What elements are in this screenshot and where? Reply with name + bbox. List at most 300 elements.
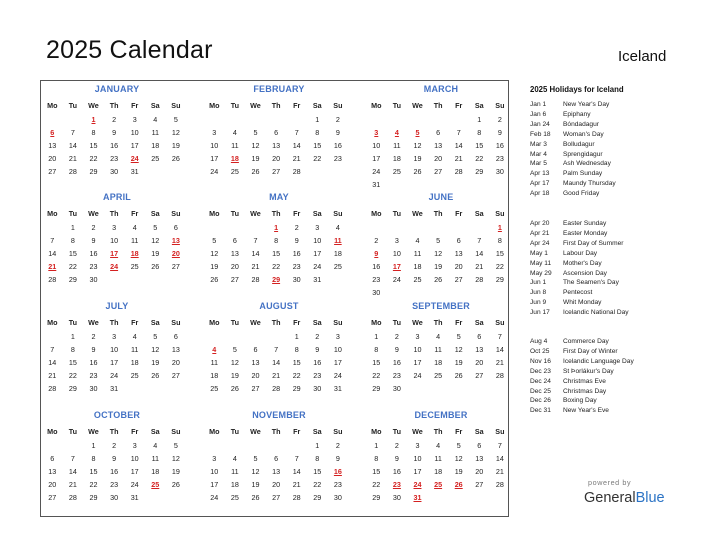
week-row xyxy=(42,247,192,260)
month-title: NOVEMBER xyxy=(252,410,306,420)
holiday-item xyxy=(530,150,700,160)
holiday-date: Dec 31 xyxy=(530,407,551,415)
date-cell: 23 xyxy=(333,154,342,163)
date-cell: 30 xyxy=(292,275,301,284)
holiday-name: Bóndadagur xyxy=(563,120,599,128)
date-cell: 8 xyxy=(274,236,279,245)
holiday-date-cell: 25 xyxy=(434,480,443,489)
powered-by-label: powered by xyxy=(588,478,632,487)
weekday-label: Su xyxy=(333,318,343,327)
date-cell: 22 xyxy=(495,262,504,271)
holiday-date: Jun 1 xyxy=(530,279,547,287)
week-row xyxy=(366,139,516,152)
week-row xyxy=(204,478,354,491)
date-cell: 26 xyxy=(210,275,219,284)
weekday-label: Th xyxy=(433,318,443,327)
date-cell: 25 xyxy=(151,154,160,163)
weekday-label: Su xyxy=(171,101,181,110)
weekday-label: Tu xyxy=(230,318,240,327)
date-cell: 25 xyxy=(130,371,139,380)
date-cell: 22 xyxy=(89,154,98,163)
date-cell: 17 xyxy=(313,249,322,258)
date-cell: 15 xyxy=(313,141,322,150)
date-cell: 15 xyxy=(89,141,98,150)
date-cell: 12 xyxy=(210,249,219,258)
week-row xyxy=(42,152,192,165)
date-cell: 9 xyxy=(112,454,117,463)
holiday-name: Bolludagur xyxy=(563,140,595,148)
brand-name-part2: Blue xyxy=(635,490,665,506)
date-cell: 4 xyxy=(132,332,137,341)
holiday-date: May 29 xyxy=(530,269,552,277)
date-cell: 5 xyxy=(173,441,178,450)
date-cell: 13 xyxy=(251,358,260,367)
date-cell: 19 xyxy=(210,262,219,271)
holiday-name: Mother's Day xyxy=(563,259,602,267)
weekday-label: We xyxy=(412,318,423,327)
date-cell: 4 xyxy=(232,454,237,463)
date-cell: 23 xyxy=(89,371,98,380)
date-cell: 10 xyxy=(210,467,219,476)
holiday-item xyxy=(530,219,700,229)
weekday-label: Sa xyxy=(150,101,160,110)
weekday-header xyxy=(42,99,192,112)
date-cell: 31 xyxy=(130,167,139,176)
date-cell: 27 xyxy=(171,262,180,271)
holiday-date: May 11 xyxy=(530,259,552,267)
date-cell: 16 xyxy=(313,358,322,367)
date-cell: 26 xyxy=(251,493,260,502)
weekday-label: Tu xyxy=(392,318,402,327)
date-cell: 23 xyxy=(372,275,381,284)
week-row xyxy=(204,382,354,395)
date-cell: 21 xyxy=(292,480,301,489)
date-cell: 11 xyxy=(231,141,239,150)
date-cell: 27 xyxy=(251,384,260,393)
holiday-date: Dec 23 xyxy=(530,367,551,375)
date-cell: 21 xyxy=(454,154,463,163)
date-cell: 26 xyxy=(171,480,180,489)
date-cell: 28 xyxy=(48,275,57,284)
holiday-date: Mar 4 xyxy=(530,150,547,158)
date-cell: 25 xyxy=(230,167,239,176)
holiday-name: Icelandic National Day xyxy=(563,309,629,317)
date-cell: 21 xyxy=(292,154,301,163)
holiday-date-cell: 25 xyxy=(151,480,160,489)
date-cell: 19 xyxy=(230,371,239,380)
brand-name xyxy=(584,490,665,506)
weekday-label: Tu xyxy=(392,101,402,110)
date-cell: 15 xyxy=(475,141,484,150)
week-row xyxy=(366,491,516,504)
weekday-label: Sa xyxy=(312,318,322,327)
week-row xyxy=(366,356,516,369)
date-cell: 24 xyxy=(392,275,401,284)
date-cell: 13 xyxy=(272,467,281,476)
holiday-date: Mar 3 xyxy=(530,140,547,148)
week-row xyxy=(42,382,192,395)
month-title: FEBRUARY xyxy=(253,84,305,94)
holiday-date: Apr 17 xyxy=(530,180,550,188)
date-cell: 22 xyxy=(68,371,77,380)
date-cell: 20 xyxy=(272,480,281,489)
week-row xyxy=(204,260,354,273)
date-cell: 19 xyxy=(171,467,180,476)
date-cell: 10 xyxy=(413,454,422,463)
date-cell: 11 xyxy=(434,345,442,354)
date-cell: 5 xyxy=(436,236,441,245)
date-cell: 26 xyxy=(230,384,239,393)
date-cell: 16 xyxy=(89,358,98,367)
holiday-name: Ascension Day xyxy=(563,269,607,277)
weekday-label: Su xyxy=(171,209,181,218)
weekday-label: We xyxy=(412,209,423,218)
date-cell: 9 xyxy=(91,236,96,245)
date-cell: 8 xyxy=(374,345,379,354)
date-cell: 13 xyxy=(171,345,180,354)
date-cell: 17 xyxy=(130,467,139,476)
holiday-date-cell: 1 xyxy=(274,223,279,232)
date-cell: 9 xyxy=(112,128,117,137)
holiday-date-cell: 4 xyxy=(212,345,217,354)
date-cell: 11 xyxy=(434,454,442,463)
week-row xyxy=(204,139,354,152)
date-cell: 24 xyxy=(210,493,219,502)
weekday-label: Mo xyxy=(371,427,382,436)
date-cell: 23 xyxy=(292,262,301,271)
holiday-date: Apr 13 xyxy=(530,170,550,178)
date-cell: 18 xyxy=(434,467,443,476)
holiday-date-cell: 23 xyxy=(392,480,401,489)
month-title: JANUARY xyxy=(94,84,140,94)
date-cell: 30 xyxy=(89,275,98,284)
weekday-label: We xyxy=(88,427,99,436)
week-row xyxy=(204,221,354,234)
date-cell: 3 xyxy=(132,115,137,124)
date-cell: 13 xyxy=(48,467,57,476)
date-cell: 25 xyxy=(392,167,401,176)
month-title: SEPTEMBER xyxy=(412,301,470,311)
date-cell: 2 xyxy=(91,332,96,341)
holiday-item xyxy=(530,179,700,189)
month-title: OCTOBER xyxy=(93,410,141,420)
week-row xyxy=(366,234,516,247)
date-cell: 6 xyxy=(436,128,441,137)
date-cell: 13 xyxy=(475,345,484,354)
holiday-item xyxy=(530,189,700,199)
week-row xyxy=(204,491,354,504)
holiday-date-cell: 17 xyxy=(110,249,119,258)
date-cell: 5 xyxy=(456,332,461,341)
date-cell: 12 xyxy=(171,128,180,137)
date-cell: 19 xyxy=(434,262,443,271)
date-cell: 17 xyxy=(210,480,219,489)
date-cell: 28 xyxy=(48,384,57,393)
holiday-item xyxy=(530,308,700,318)
holiday-date: Jun 17 xyxy=(530,309,550,317)
date-cell: 30 xyxy=(89,384,98,393)
weekday-label: Mo xyxy=(209,209,220,218)
date-cell: 7 xyxy=(294,454,299,463)
weekday-label: Sa xyxy=(150,318,160,327)
date-cell: 2 xyxy=(315,332,320,341)
date-cell: 9 xyxy=(394,454,399,463)
date-cell: 5 xyxy=(153,223,158,232)
date-cell: 14 xyxy=(292,467,301,476)
week-row xyxy=(42,439,192,452)
date-cell: 20 xyxy=(171,358,180,367)
date-cell: 21 xyxy=(495,467,504,476)
date-cell: 7 xyxy=(70,128,75,137)
date-cell: 28 xyxy=(495,480,504,489)
holiday-name: St Þorlákur's Day xyxy=(563,367,614,375)
date-cell: 7 xyxy=(70,454,75,463)
weekday-label: Sa xyxy=(474,427,484,436)
month-title: JUNE xyxy=(428,192,454,202)
date-cell: 14 xyxy=(454,141,463,150)
date-cell: 11 xyxy=(130,345,139,354)
date-cell: 21 xyxy=(272,371,281,380)
week-row xyxy=(366,221,516,234)
date-cell: 27 xyxy=(434,167,443,176)
date-cell: 6 xyxy=(477,441,482,450)
holiday-name: Good Friday xyxy=(563,190,600,198)
month-title: DECEMBER xyxy=(414,410,468,420)
weekday-label: Fr xyxy=(131,318,139,327)
date-cell: 14 xyxy=(48,249,57,258)
date-cell: 9 xyxy=(294,236,299,245)
date-cell: 27 xyxy=(475,480,484,489)
date-cell: 12 xyxy=(151,345,160,354)
date-cell: 14 xyxy=(272,358,281,367)
month-title: JULY xyxy=(105,301,129,311)
week-row xyxy=(42,234,192,247)
date-cell: 9 xyxy=(315,345,320,354)
date-cell: 5 xyxy=(253,128,258,137)
date-cell: 10 xyxy=(372,141,381,150)
date-cell: 25 xyxy=(333,262,342,271)
date-cell: 3 xyxy=(415,332,420,341)
date-cell: 8 xyxy=(315,454,320,463)
holiday-name: Boxing Day xyxy=(563,397,597,405)
week-row xyxy=(366,478,516,491)
weekday-label: Sa xyxy=(312,209,322,218)
week-row xyxy=(366,343,516,356)
date-cell: 13 xyxy=(434,141,443,150)
holiday-date: Apr 20 xyxy=(530,220,550,227)
date-cell: 29 xyxy=(292,384,301,393)
week-row xyxy=(204,273,354,286)
date-cell: 23 xyxy=(333,480,342,489)
holiday-item xyxy=(530,100,700,110)
week-row xyxy=(42,356,192,369)
date-cell: 10 xyxy=(130,454,139,463)
date-cell: 8 xyxy=(374,454,379,463)
holiday-item xyxy=(530,159,700,169)
date-cell: 1 xyxy=(91,441,96,450)
date-cell: 27 xyxy=(230,275,239,284)
week-row xyxy=(366,165,516,178)
date-cell: 10 xyxy=(413,345,422,354)
week-row xyxy=(42,260,192,273)
weekday-header xyxy=(42,316,192,329)
holiday-item xyxy=(530,120,700,130)
month-title: MAY xyxy=(269,192,289,202)
holiday-date-cell: 26 xyxy=(454,480,463,489)
weekday-label: Th xyxy=(109,209,119,218)
date-cell: 15 xyxy=(495,249,504,258)
date-cell: 24 xyxy=(372,167,381,176)
date-cell: 29 xyxy=(89,167,98,176)
date-cell: 18 xyxy=(392,154,401,163)
weekday-label: Su xyxy=(333,209,343,218)
date-cell: 16 xyxy=(110,141,119,150)
weekday-label: We xyxy=(250,427,261,436)
holidays-title: 2025 Holidays for Iceland xyxy=(530,85,624,94)
weekday-label: Th xyxy=(433,101,443,110)
holiday-name: Christmas Eve xyxy=(563,377,606,385)
week-row xyxy=(204,452,354,465)
weekday-label: Tu xyxy=(230,427,240,436)
weekday-label: Fr xyxy=(455,318,463,327)
week-row xyxy=(204,356,354,369)
date-cell: 28 xyxy=(292,493,301,502)
holiday-name: Labour Day xyxy=(563,249,598,257)
date-cell: 25 xyxy=(434,371,443,380)
holiday-name: Easter Monday xyxy=(563,229,608,237)
date-cell: 8 xyxy=(315,128,320,137)
weekday-label: Fr xyxy=(131,209,139,218)
weekday-label: Th xyxy=(271,101,281,110)
date-cell: 30 xyxy=(392,384,401,393)
date-cell: 6 xyxy=(173,223,178,232)
week-row xyxy=(366,152,516,165)
date-cell: 26 xyxy=(434,275,443,284)
week-row xyxy=(366,126,516,139)
date-cell: 16 xyxy=(372,262,381,271)
holiday-date-cell: 24 xyxy=(413,480,422,489)
weekday-header xyxy=(42,425,192,438)
date-cell: 1 xyxy=(70,223,75,232)
date-cell: 2 xyxy=(112,441,117,450)
date-cell: 17 xyxy=(413,467,422,476)
weekday-label: Tu xyxy=(68,209,78,218)
date-cell: 30 xyxy=(313,384,322,393)
weekday-label: Tu xyxy=(230,209,240,218)
weekday-label: Tu xyxy=(230,101,240,110)
date-cell: 8 xyxy=(294,345,299,354)
week-row xyxy=(42,465,192,478)
date-cell: 1 xyxy=(477,115,482,124)
date-cell: 6 xyxy=(253,345,258,354)
date-cell: 15 xyxy=(68,358,77,367)
holiday-date-cell: 31 xyxy=(413,493,422,502)
date-cell: 10 xyxy=(110,345,119,354)
week-row xyxy=(366,273,516,286)
holiday-date: Nov 16 xyxy=(530,357,551,365)
date-cell: 25 xyxy=(130,262,139,271)
date-cell: 17 xyxy=(110,358,119,367)
date-cell: 24 xyxy=(313,262,322,271)
date-cell: 7 xyxy=(253,236,258,245)
weekday-label: Fr xyxy=(293,318,301,327)
date-cell: 16 xyxy=(89,249,98,258)
weekday-label: Fr xyxy=(131,101,139,110)
date-cell: 14 xyxy=(251,249,260,258)
holiday-date-cell: 16 xyxy=(333,467,342,476)
weekday-label: Mo xyxy=(47,101,58,110)
date-cell: 18 xyxy=(413,262,422,271)
holiday-item xyxy=(530,367,700,377)
weekday-label: Fr xyxy=(293,209,301,218)
holiday-date: May 1 xyxy=(530,249,548,257)
date-cell: 10 xyxy=(392,249,401,258)
holiday-date: Oct 25 xyxy=(530,347,550,355)
date-cell: 1 xyxy=(315,441,320,450)
weekday-label: We xyxy=(250,318,261,327)
date-cell: 12 xyxy=(251,467,260,476)
date-cell: 1 xyxy=(374,332,379,341)
weekday-header xyxy=(204,425,354,438)
holiday-item xyxy=(530,357,700,367)
week-row xyxy=(204,165,354,178)
date-cell: 4 xyxy=(153,115,158,124)
date-cell: 22 xyxy=(292,371,301,380)
date-cell: 3 xyxy=(394,236,399,245)
date-cell: 6 xyxy=(274,454,279,463)
date-cell: 17 xyxy=(130,141,139,150)
date-cell: 20 xyxy=(454,262,463,271)
week-row xyxy=(42,165,192,178)
date-cell: 23 xyxy=(313,371,322,380)
date-cell: 12 xyxy=(454,345,463,354)
date-cell: 3 xyxy=(112,223,117,232)
weekday-label: Su xyxy=(171,318,181,327)
date-cell: 14 xyxy=(495,454,504,463)
date-cell: 2 xyxy=(112,115,117,124)
date-cell: 27 xyxy=(475,371,484,380)
date-cell: 1 xyxy=(315,115,320,124)
week-row xyxy=(42,343,192,356)
date-cell: 2 xyxy=(294,223,299,232)
date-cell: 24 xyxy=(413,371,422,380)
date-cell: 30 xyxy=(110,493,119,502)
holiday-item xyxy=(530,249,700,259)
weekday-header xyxy=(204,99,354,112)
week-row xyxy=(366,465,516,478)
date-cell: 29 xyxy=(475,167,484,176)
weekday-label: We xyxy=(412,101,423,110)
holiday-date: Apr 18 xyxy=(530,190,550,198)
date-cell: 3 xyxy=(335,332,340,341)
date-cell: 17 xyxy=(333,358,342,367)
holiday-item xyxy=(530,239,700,249)
page-title: 2025 Calendar xyxy=(46,36,213,64)
date-cell: 5 xyxy=(232,345,237,354)
week-row xyxy=(42,330,192,343)
date-cell: 26 xyxy=(151,371,160,380)
weekday-label: Th xyxy=(271,209,281,218)
holiday-date-cell: 1 xyxy=(91,115,96,124)
weekday-header xyxy=(42,207,192,220)
date-cell: 21 xyxy=(48,371,57,380)
date-cell: 28 xyxy=(251,275,260,284)
holiday-date-cell: 24 xyxy=(110,262,119,271)
weekday-label: We xyxy=(88,101,99,110)
date-cell: 11 xyxy=(231,467,239,476)
date-cell: 4 xyxy=(153,441,158,450)
date-cell: 10 xyxy=(210,141,219,150)
